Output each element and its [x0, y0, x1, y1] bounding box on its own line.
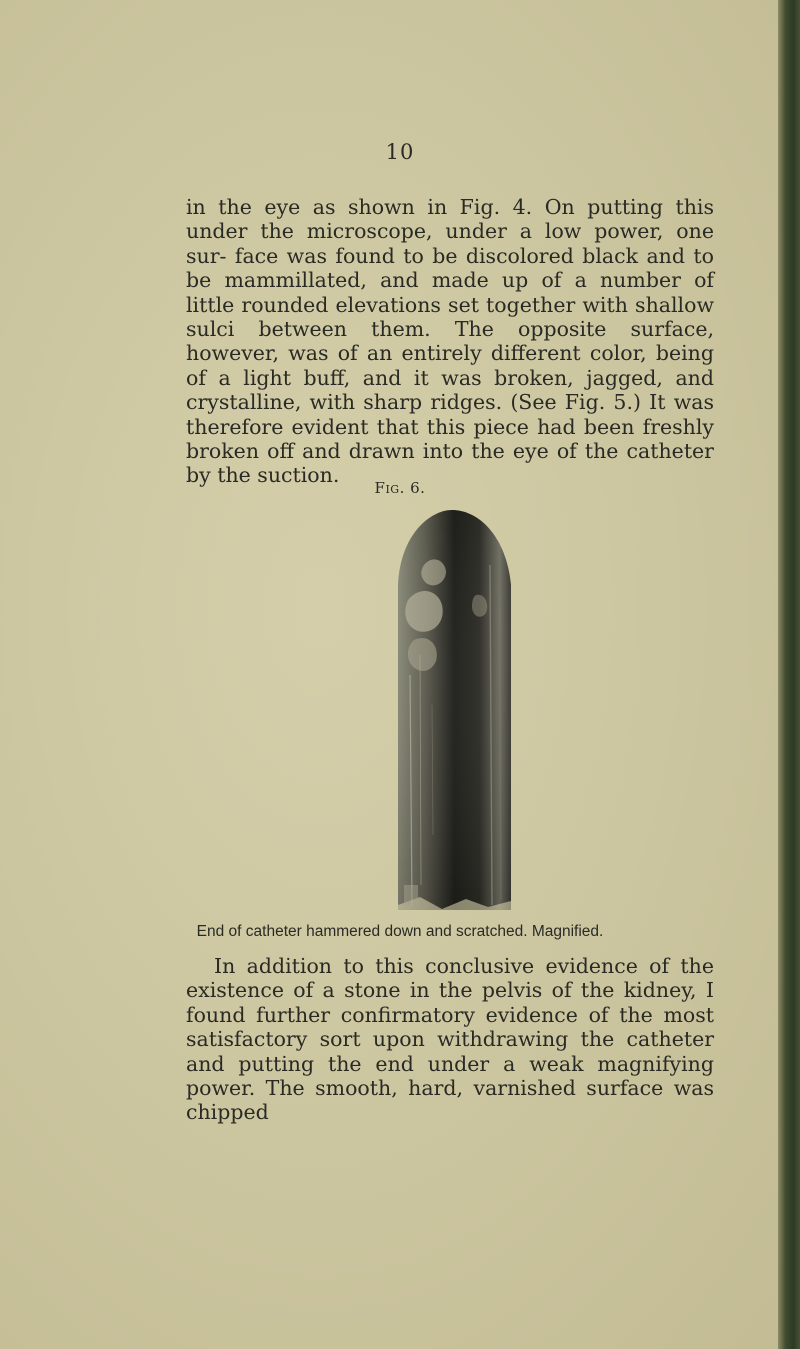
catheter-figure	[380, 505, 530, 917]
paragraph-2: In addition to this conclusive evidence of the existence of a stone in the pelvis of the kidney, I found further confirmatory evidence of the most satisfactory sort upon withdrawing the catheter and putting the end under a weak magnifying power. The smooth, hard, varnished surface was chipped	[186, 954, 714, 1125]
page-number: 10	[385, 140, 415, 164]
figure-caption: End of catheter hammered down and scratched. Magnified.	[196, 923, 604, 940]
binding-edge	[778, 0, 800, 1349]
paragraph-1: in the eye as shown in Fig. 4. On putting this under the microscope, under a low power, one sur- face was found to be discolored black and to be mammillated, and made up of a number of little rounded elevations set together with shallow sulci between them. The opposite surface, however, was of an entirely different color, being of a light buff, and it was broken, jagged, and crystalline, with sharp ridges. (See Fig. 5.) It was therefore evident that this piece had been freshly broken off and drawn into the eye of the catheter by the suction.	[186, 195, 714, 488]
figure-label: Fig. 6.	[374, 479, 426, 497]
catheter-illustration	[380, 505, 530, 917]
